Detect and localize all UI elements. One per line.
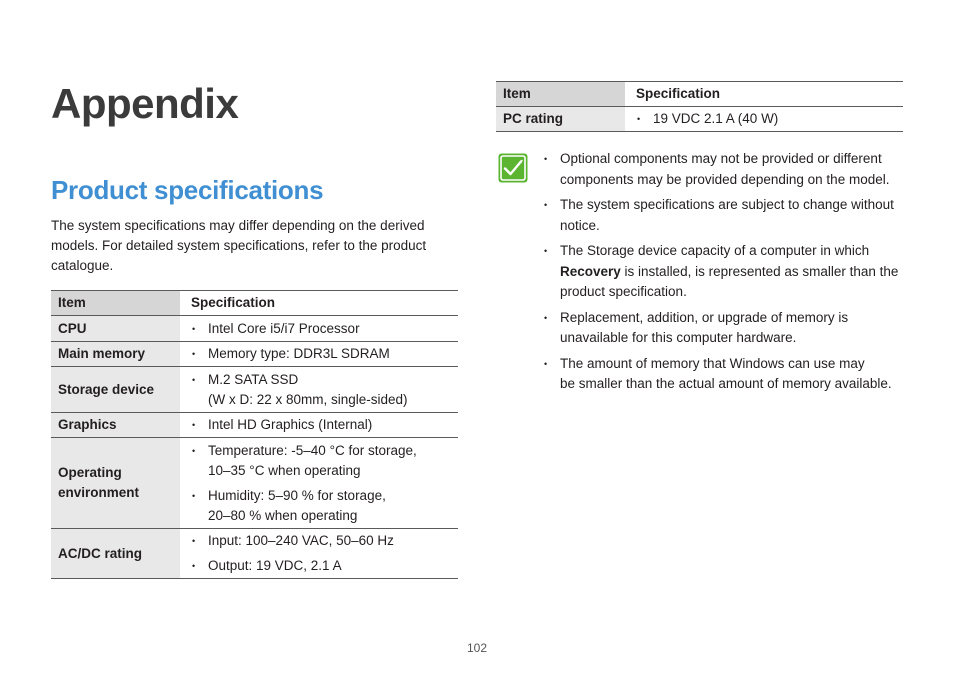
row-item-main-memory: Main memory [51,342,180,367]
row-item-operating-environment: Operating environment [51,438,180,529]
table-row [496,107,903,132]
note-text: Replacement, addition, or upgrade of memory is unavailable for this computer hardware. [560,309,849,345]
page-number: 102 [466,641,488,655]
spec-bullet: • Memory type: DDR3L SDRAM [191,344,452,364]
note-text: Optional components may not be provided or different components may be provided depending on the model. [560,151,890,187]
spec-bullet: • Humidity: 5–90 % for storage, 20–80 % when operating [191,486,452,526]
table-row [51,367,458,413]
spec-bullet: • Temperature: -5–40 °C for storage, 10–35 °C when operating [191,441,452,481]
note-emphasis-recovery: Recovery [560,263,621,279]
note-item [543,354,909,395]
row-spec-graphics [180,413,458,438]
column-header-item: Item [496,82,625,107]
row-item-storage-device: Storage device [51,367,180,413]
note-item [543,241,909,303]
spec-bullet: • M.2 SATA SSD (W x D: 22 x 80mm, single-sided) [191,370,452,410]
note-item [543,149,909,190]
row-spec-main-memory [180,342,458,367]
spec-bullet: • Output: 19 VDC, 2.1 A [191,556,452,576]
column-header-specification: Specification [625,82,903,107]
row-item-pc-rating: PC rating [496,107,625,132]
column-header-item: Item [51,291,180,316]
table-row [51,529,458,579]
table-row [51,413,458,438]
spec-bullet: • Input: 100–240 VAC, 50–60 Hz [191,531,452,551]
column-header-specification: Specification [180,291,458,316]
note-text: The Storage device capacity of a computer in which [560,243,870,258]
row-spec-operating-environment [180,438,458,529]
row-item-cpu: CPU [51,316,180,342]
note-item [543,308,909,349]
notes-section [543,149,909,395]
pc-rating-table [496,81,903,132]
intro-paragraph: The system specifications may differ depending on the derived models. For detailed system specifications, refer to the product catalogue. [51,218,427,273]
table-header-row [51,291,458,316]
row-item-graphics: Graphics [51,413,180,438]
table-header-row [496,82,903,107]
table-row [51,438,458,529]
page-title: Appendix [51,80,239,127]
note-check-icon [497,152,529,184]
note-text: is installed, is represented as smaller than the product specification. [560,263,899,299]
table-row [51,316,458,342]
spec-bullet: • 19 VDC 2.1 A (40 W) [636,109,897,129]
row-spec-ac-dc-rating [180,529,458,579]
row-spec-pc-rating [625,107,903,132]
spec-table [51,290,458,579]
note-text: The amount of memory that Windows can use may be smaller than the actual amount of memory available. [560,355,892,391]
note-item [543,195,909,236]
row-spec-cpu [180,316,458,342]
table-row [51,342,458,367]
row-item-ac-dc-rating: AC/DC rating [51,529,180,579]
row-spec-storage-device [180,367,458,413]
spec-bullet: • Intel HD Graphics (Internal) [191,415,452,435]
spec-bullet: • Intel Core i5/i7 Processor [191,319,452,339]
note-text: The system specifications are subject to change without notice. [560,197,894,233]
section-heading: Product specifications [51,175,324,205]
